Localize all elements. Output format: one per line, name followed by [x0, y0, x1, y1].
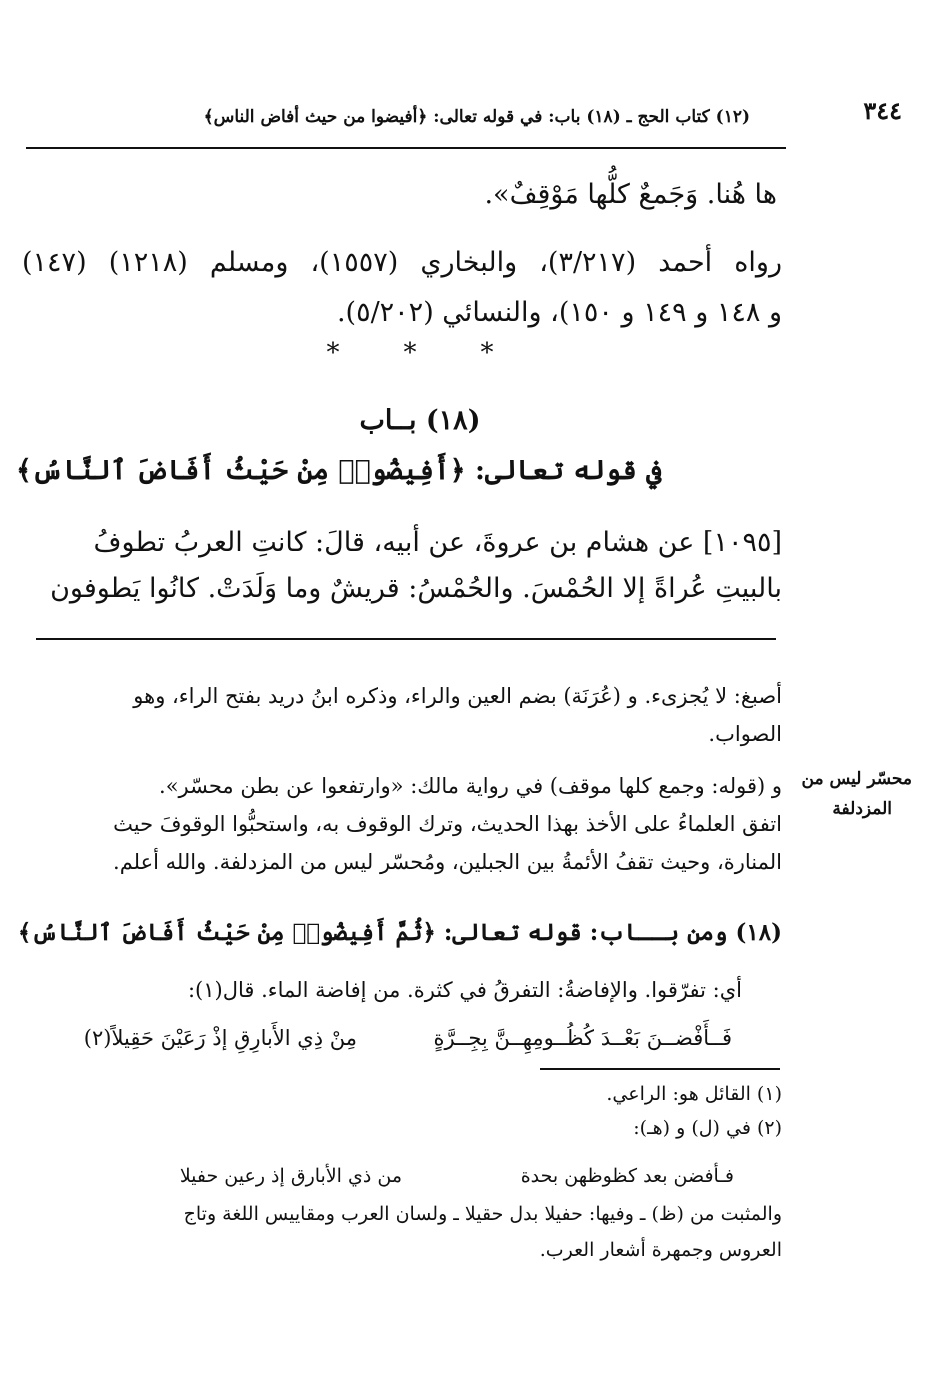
header-rule	[26, 147, 786, 149]
footnote-verse-right: فـأفضن بعد كظوظهن بحدة	[520, 1165, 734, 1187]
side-note	[792, 764, 912, 824]
section-divider-stars	[290, 338, 530, 368]
star: *	[326, 338, 340, 368]
star: *	[403, 338, 417, 368]
footnote-line: والمثبت من (ظ) ـ وفيها: حفيلا بدل حقيلا ـ ولسان العرب ومقاييس اللغة وتاج	[183, 1203, 782, 1225]
commentary-line: اتفق العلماءُ على الأخذ بهذا الحديث، وترك الوقوف به، واستحبُّوا الوقوفَ حيث	[113, 812, 782, 836]
section-heading: (١٨) ومن بــاب: قوله تعالى: ﴿ثُمَّ أَفِيضُوا۟ مِنْ حَيْثُ أَفَاضَ ٱلنَّاسُ﴾	[17, 919, 782, 946]
verse-right-hemistich: فَــأَفْضــنَ بَعْــدَ كُظُــومِهِــنَّ بِجِــرَّةٍ	[433, 1026, 732, 1050]
verse-left-hemistich: مِنْ ذِي الأَبارِقِ إذْ رَعَيْنَ حَقِيلاً(٢)	[83, 1026, 357, 1050]
text-line: ها هُنا. وَجَمعٌ كلُّها مَوْقِفٌ».	[484, 179, 777, 210]
footnote: (١) القائل هو: الراعي.	[606, 1083, 782, 1105]
chapter-subheading: في قوله تعالى: ﴿أَفِيضُوا۟ مِنْ حَيْثُ أَفَاضَ ٱلنَّاسُ﴾	[15, 455, 662, 486]
commentary-line: و (قوله: وجمع كلها موقف) في رواية مالك: «وارتفعوا عن بطن محسّر».	[159, 774, 782, 798]
source-line: و ١٤٨ و ١٤٩ و ١٥٠)، والنسائي (٥/٢٠٢).	[336, 297, 782, 328]
commentary-line: أصبغ: لا يُجزىء. و (عُرَنَة) بضم العين والراء، وذكره ابنُ دريد بفتح الراء، وهو	[133, 684, 782, 708]
footnote-verse-left: من ذي الأبارق إذ رعين حفيلا	[179, 1165, 402, 1187]
footnote-rule	[540, 1068, 780, 1070]
commentary-line: الصواب.	[708, 722, 782, 746]
running-header: (١٢) كتاب الحج ـ (١٨) باب: في قوله تعالى: ﴿أفيضوا من حيث أفاض الناس﴾	[203, 107, 750, 127]
footnote: (٢) في (ل) و (هـ):	[633, 1117, 782, 1139]
side-note-line: المزدلفة	[832, 799, 892, 819]
source-line: رواه أحمد (٣/٢١٧)، والبخاري (١٥٥٧)، ومسلم (١٢١٨) (١٤٧)	[22, 247, 782, 278]
commentary-line: أي: تفرّقوا. والإفاضةُ: التفرقُ في كثرة. من إفاضة الماء. قال(١):	[187, 978, 742, 1002]
page-number: ٣٤٤	[863, 96, 902, 125]
side-note-line: محسّر ليس من	[801, 769, 912, 789]
star: *	[480, 338, 494, 368]
hadith-line: بالبيتِ عُراةً إلا الحُمْسَ. والحُمْسُ: قريشٌ وما وَلَدَتْ. كانُوا يَطوفون	[50, 573, 782, 604]
commentary-line: المنارة، وحيث تقفُ الأئمةُ بين الجبلين، ومُحسّر ليس من المزدلفة. والله أعلم.	[113, 850, 782, 874]
chapter-heading: (١٨) بــاب	[359, 405, 481, 436]
commentary-rule	[36, 638, 776, 640]
hadith-line: [١٠٩٥] عن هشام بن عروةَ، عن أبيه، قالَ: كانتِ العربُ تطوفُ	[93, 527, 782, 558]
footnote-line: العروس وجمهرة أشعار العرب.	[539, 1239, 782, 1261]
